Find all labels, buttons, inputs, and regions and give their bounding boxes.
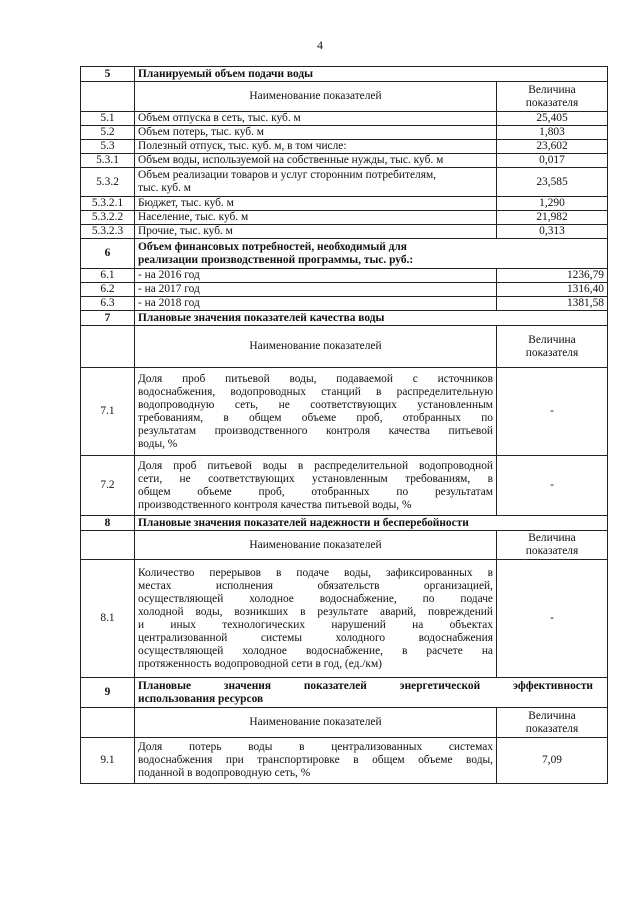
text-line: и иных технологических нарушений на объектах xyxy=(138,618,493,631)
row-name xyxy=(135,560,497,678)
title-line: использования ресурсов xyxy=(138,692,264,705)
text-line: холодной воды, возникших в результате аварий, повреждений xyxy=(138,605,493,618)
row-number: 6.2 xyxy=(81,283,135,297)
table-row xyxy=(81,456,608,516)
table-row xyxy=(81,168,608,197)
text-line: воды, % xyxy=(138,437,178,450)
header-value: Величина показателя xyxy=(497,708,608,738)
text-line: водоснабжения, водопроводных станций в распределительную xyxy=(138,385,493,398)
header-value: Величина показателя xyxy=(497,82,608,112)
page-number: 4 xyxy=(317,38,323,52)
row-name: Население, тыс. куб. м xyxy=(135,211,497,225)
empty-cell xyxy=(81,82,135,112)
text-line: местах исполнения обязательств организацией, xyxy=(138,579,493,592)
text-line: Доля потерь воды в централизованных системах xyxy=(138,741,493,753)
text-line: осуществляющей холодное водоснабжение, в расчете на xyxy=(138,644,493,657)
row-number: 5.3.2.1 xyxy=(81,197,135,211)
table-header-row xyxy=(81,531,608,560)
section-9-row xyxy=(81,678,608,708)
row-value: 1,803 xyxy=(497,126,608,140)
text-line: результатам производственного контроля качества питьевой xyxy=(138,424,493,437)
section-7-row xyxy=(81,311,608,326)
row-value: 23,585 xyxy=(497,168,608,197)
row-number: 7.2 xyxy=(81,456,135,516)
table-row xyxy=(81,225,608,239)
section-number: 5 xyxy=(81,67,135,82)
section-title: Объем финансовых потребностей, необходимый для реализации производственной программы, тыс. руб.: xyxy=(135,239,608,269)
section-number: 7 xyxy=(81,311,135,326)
text-line: общем объеме проб, отобранных по результатам xyxy=(138,485,493,498)
row-value: 1,290 xyxy=(497,197,608,211)
row-value: 21,982 xyxy=(497,211,608,225)
row-name: Бюджет, тыс. куб. м xyxy=(135,197,497,211)
row-value: 0,017 xyxy=(497,154,608,168)
row-name: - на 2016 год xyxy=(135,269,497,283)
table-row xyxy=(81,211,608,225)
section-title: Плановые значения показателей надежности и бесперебойности xyxy=(135,516,608,531)
table-row xyxy=(81,140,608,154)
text-line: сети, не соответствующих установленным требованиям, в xyxy=(138,472,493,485)
row-number: 5.1 xyxy=(81,112,135,126)
title-line: Плановые значения показателей энергетической эффективности xyxy=(138,679,593,692)
table-row xyxy=(81,738,608,784)
row-number: 5.3.1 xyxy=(81,154,135,168)
section-number: 9 xyxy=(81,678,135,708)
table-row xyxy=(81,197,608,211)
row-value: - xyxy=(497,560,608,678)
row-value: 7,09 xyxy=(497,738,608,784)
header-name: Наименование показателей xyxy=(135,531,497,560)
table-row xyxy=(81,368,608,456)
text-line: осуществляющей холодное водоснабжение, по подаче xyxy=(138,592,493,605)
table-header-row xyxy=(81,326,608,368)
indicators-table xyxy=(80,66,608,784)
row-number: 9.1 xyxy=(81,738,135,784)
text-line: Доля проб питьевой воды, подаваемой с источников xyxy=(138,372,493,385)
row-name xyxy=(135,368,497,456)
header-value: Величина показателя xyxy=(497,531,608,560)
row-number: 5.3 xyxy=(81,140,135,154)
row-value: 0,313 xyxy=(497,225,608,239)
row-number: 7.1 xyxy=(81,368,135,456)
table-header-row xyxy=(81,82,608,112)
row-number: 8.1 xyxy=(81,560,135,678)
section-6-row xyxy=(81,239,608,269)
row-value: - xyxy=(497,456,608,516)
section-8-row xyxy=(81,516,608,531)
text-line: водопроводную сеть, не соответствующих установленным xyxy=(138,398,493,411)
table-row xyxy=(81,560,608,678)
row-name: - на 2017 год xyxy=(135,283,497,297)
header-name: Наименование показателей xyxy=(135,708,497,738)
table-row xyxy=(81,126,608,140)
row-name: Объем потерь, тыс. куб. м xyxy=(135,126,497,140)
section-number: 8 xyxy=(81,516,135,531)
text-line: водоснабжения при транспортировке в общем объеме воды, xyxy=(138,754,493,766)
row-name xyxy=(135,738,497,784)
row-value: 1236,79 xyxy=(497,269,608,283)
row-name: Объем отпуска в сеть, тыс. куб. м xyxy=(135,112,497,126)
empty-cell xyxy=(81,531,135,560)
row-number: 5.3.2.3 xyxy=(81,225,135,239)
table-row xyxy=(81,112,608,126)
empty-cell xyxy=(81,708,135,738)
row-name: - на 2018 год xyxy=(135,297,497,311)
text-line: протяженность водопроводной сети в год, (ед./км) xyxy=(138,657,382,670)
row-number: 5.3.2 xyxy=(81,168,135,197)
text-line: Доля проб питьевой воды в распределительной водопроводной xyxy=(138,459,493,472)
header-value: Величина показателя xyxy=(497,326,608,368)
section-title xyxy=(135,678,608,708)
row-value: 1381,58 xyxy=(497,297,608,311)
row-number: 5.3.2.2 xyxy=(81,211,135,225)
text-line: производственного контроля качества питьевой воды, % xyxy=(138,498,412,511)
row-number: 5.2 xyxy=(81,126,135,140)
row-value: 1316,40 xyxy=(497,283,608,297)
row-name: Объем реализации товаров и услуг сторонним потребителям, тыс. куб. м xyxy=(135,168,497,197)
row-number: 6.1 xyxy=(81,269,135,283)
text-line: централизованной системы холодного водоснабжения xyxy=(138,631,493,644)
section-title: Планируемый объем подачи воды xyxy=(135,67,608,82)
text-line: требованиям, в общем объеме проб, отобранных по xyxy=(138,411,493,424)
section-number: 6 xyxy=(81,239,135,269)
table-row xyxy=(81,297,608,311)
text-line: Количество перерывов в подаче воды, зафиксированных в xyxy=(138,566,493,579)
row-name: Полезный отпуск, тыс. куб. м, в том числе: xyxy=(135,140,497,154)
row-name: Прочие, тыс. куб. м xyxy=(135,225,497,239)
section-5-row xyxy=(81,67,608,82)
row-value: 25,405 xyxy=(497,112,608,126)
row-value: 23,602 xyxy=(497,140,608,154)
table-header-row xyxy=(81,708,608,738)
row-name: Объем воды, используемой на собственные нужды, тыс. куб. м xyxy=(135,154,497,168)
header-name: Наименование показателей xyxy=(135,82,497,112)
text-line: поданной в водопроводную сеть, % xyxy=(138,767,311,779)
table-row xyxy=(81,283,608,297)
row-name xyxy=(135,456,497,516)
row-value: - xyxy=(497,368,608,456)
row-number: 6.3 xyxy=(81,297,135,311)
table-row xyxy=(81,269,608,283)
table-row xyxy=(81,154,608,168)
section-title: Плановые значения показателей качества воды xyxy=(135,311,608,326)
empty-cell xyxy=(81,326,135,368)
header-name: Наименование показателей xyxy=(135,326,497,368)
